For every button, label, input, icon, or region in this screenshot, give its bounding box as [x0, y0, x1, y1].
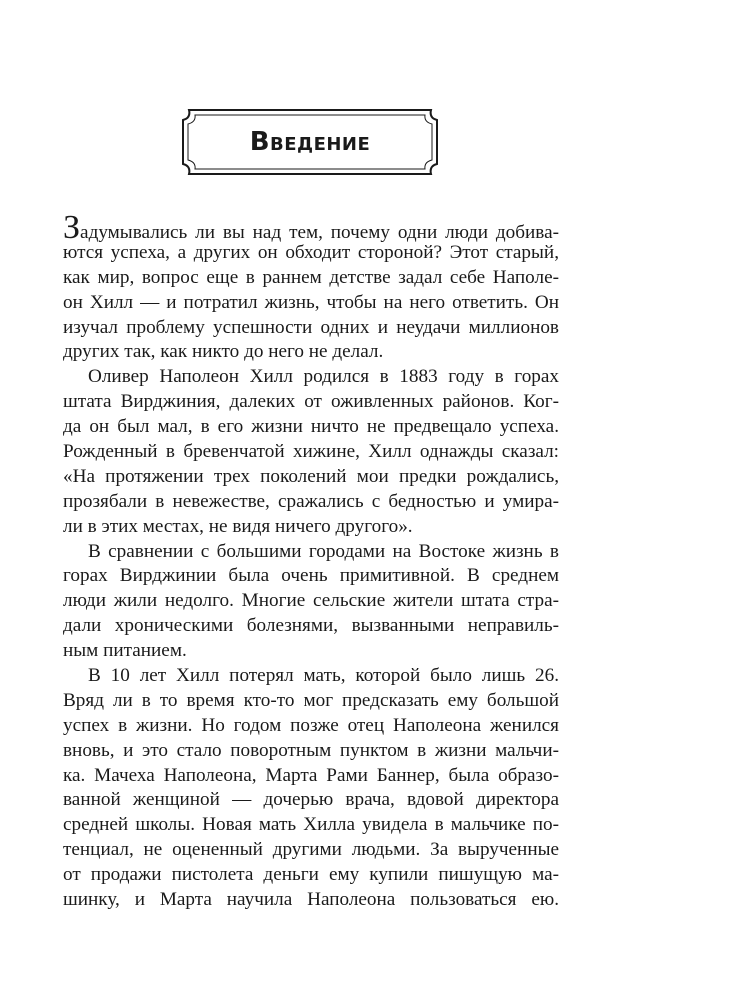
text-line: прозябали в невежестве, сражались с бедностью и умира- [63, 490, 559, 512]
text-line: тенциал, не оцененный другими людьми. За вырученные [63, 839, 559, 861]
text-line: Оливер Наполеон Хилл родился в 1883 году в горах [88, 366, 559, 388]
drop-cap: З [63, 209, 81, 246]
text-line: изучал проблему успешности одних и неудачи миллионов [63, 316, 559, 338]
text-line: ются успеха, а других он обходит стороной? Этот старый, [63, 241, 559, 263]
text-line: успех в жизни. Но годом позже отец Наполеона женился [63, 714, 559, 736]
paragraph [63, 664, 559, 913]
text-line: ка. Мачеха Наполеона, Марта Рами Баннер, была образо- [63, 764, 559, 786]
text-line: штата Вирджиния, далеких от оживленных районов. Ког- [63, 391, 559, 413]
text-line: дали хроническими болезнями, вызванными неправиль- [63, 615, 559, 637]
text-line: ванной женщиной — дочерью врача, вдовой директора [63, 789, 559, 811]
text-line: он Хилл — и потратил жизнь, чтобы на него ответить. Он [63, 291, 559, 313]
text-line: ли в этих местах, не видя ничего другого». [63, 515, 413, 537]
chapter-title: Введение [249, 127, 371, 157]
paragraph [63, 540, 559, 664]
paragraph [63, 209, 559, 365]
text-line: шинку, и Марта научила Наполеона пользоваться ею. [63, 889, 559, 911]
text-line: В 10 лет Хилл потерял мать, которой было лишь 26. [88, 665, 559, 687]
text-line: горах Вирджинии была очень примитивной. В среднем [63, 565, 559, 587]
text-line: «На протяжении трех поколений мои предки рождались, [63, 465, 559, 487]
paragraph [63, 365, 559, 539]
text-line: да он был мал, в его жизни ничто не предвещало успеха. [63, 416, 559, 438]
text-line: от продажи пистолета деньги ему купили пишущую ма- [63, 864, 559, 886]
text-line: средней школы. Новая мать Хилла увидела в мальчике по- [63, 814, 559, 836]
text-line: В сравнении с большими городами на Востоке жизнь в [88, 540, 559, 562]
text-body [63, 209, 559, 913]
text-line: Вряд ли в то время кто-то мог предсказать ему большой [63, 689, 559, 711]
first-line-rest: адумывались ли вы над тем, почему одни люди добива- [80, 222, 559, 243]
text-line: ным питанием. [63, 640, 187, 662]
text-line: Рожденный в бревенчатой хижине, Хилл однажды сказал: [63, 441, 559, 463]
text-line: других так, как никто до него не делал. [63, 341, 384, 363]
text-line: как мир, вопрос еще в раннем детстве задал себе Наполе- [63, 266, 559, 288]
text-line: вновь, и это стало поворотным пунктом в жизни мальчи- [63, 739, 559, 761]
text-line [63, 209, 559, 246]
chapter-title-frame [175, 106, 445, 178]
text-line: люди жили недолго. Многие сельские жители штата стра- [63, 590, 559, 612]
